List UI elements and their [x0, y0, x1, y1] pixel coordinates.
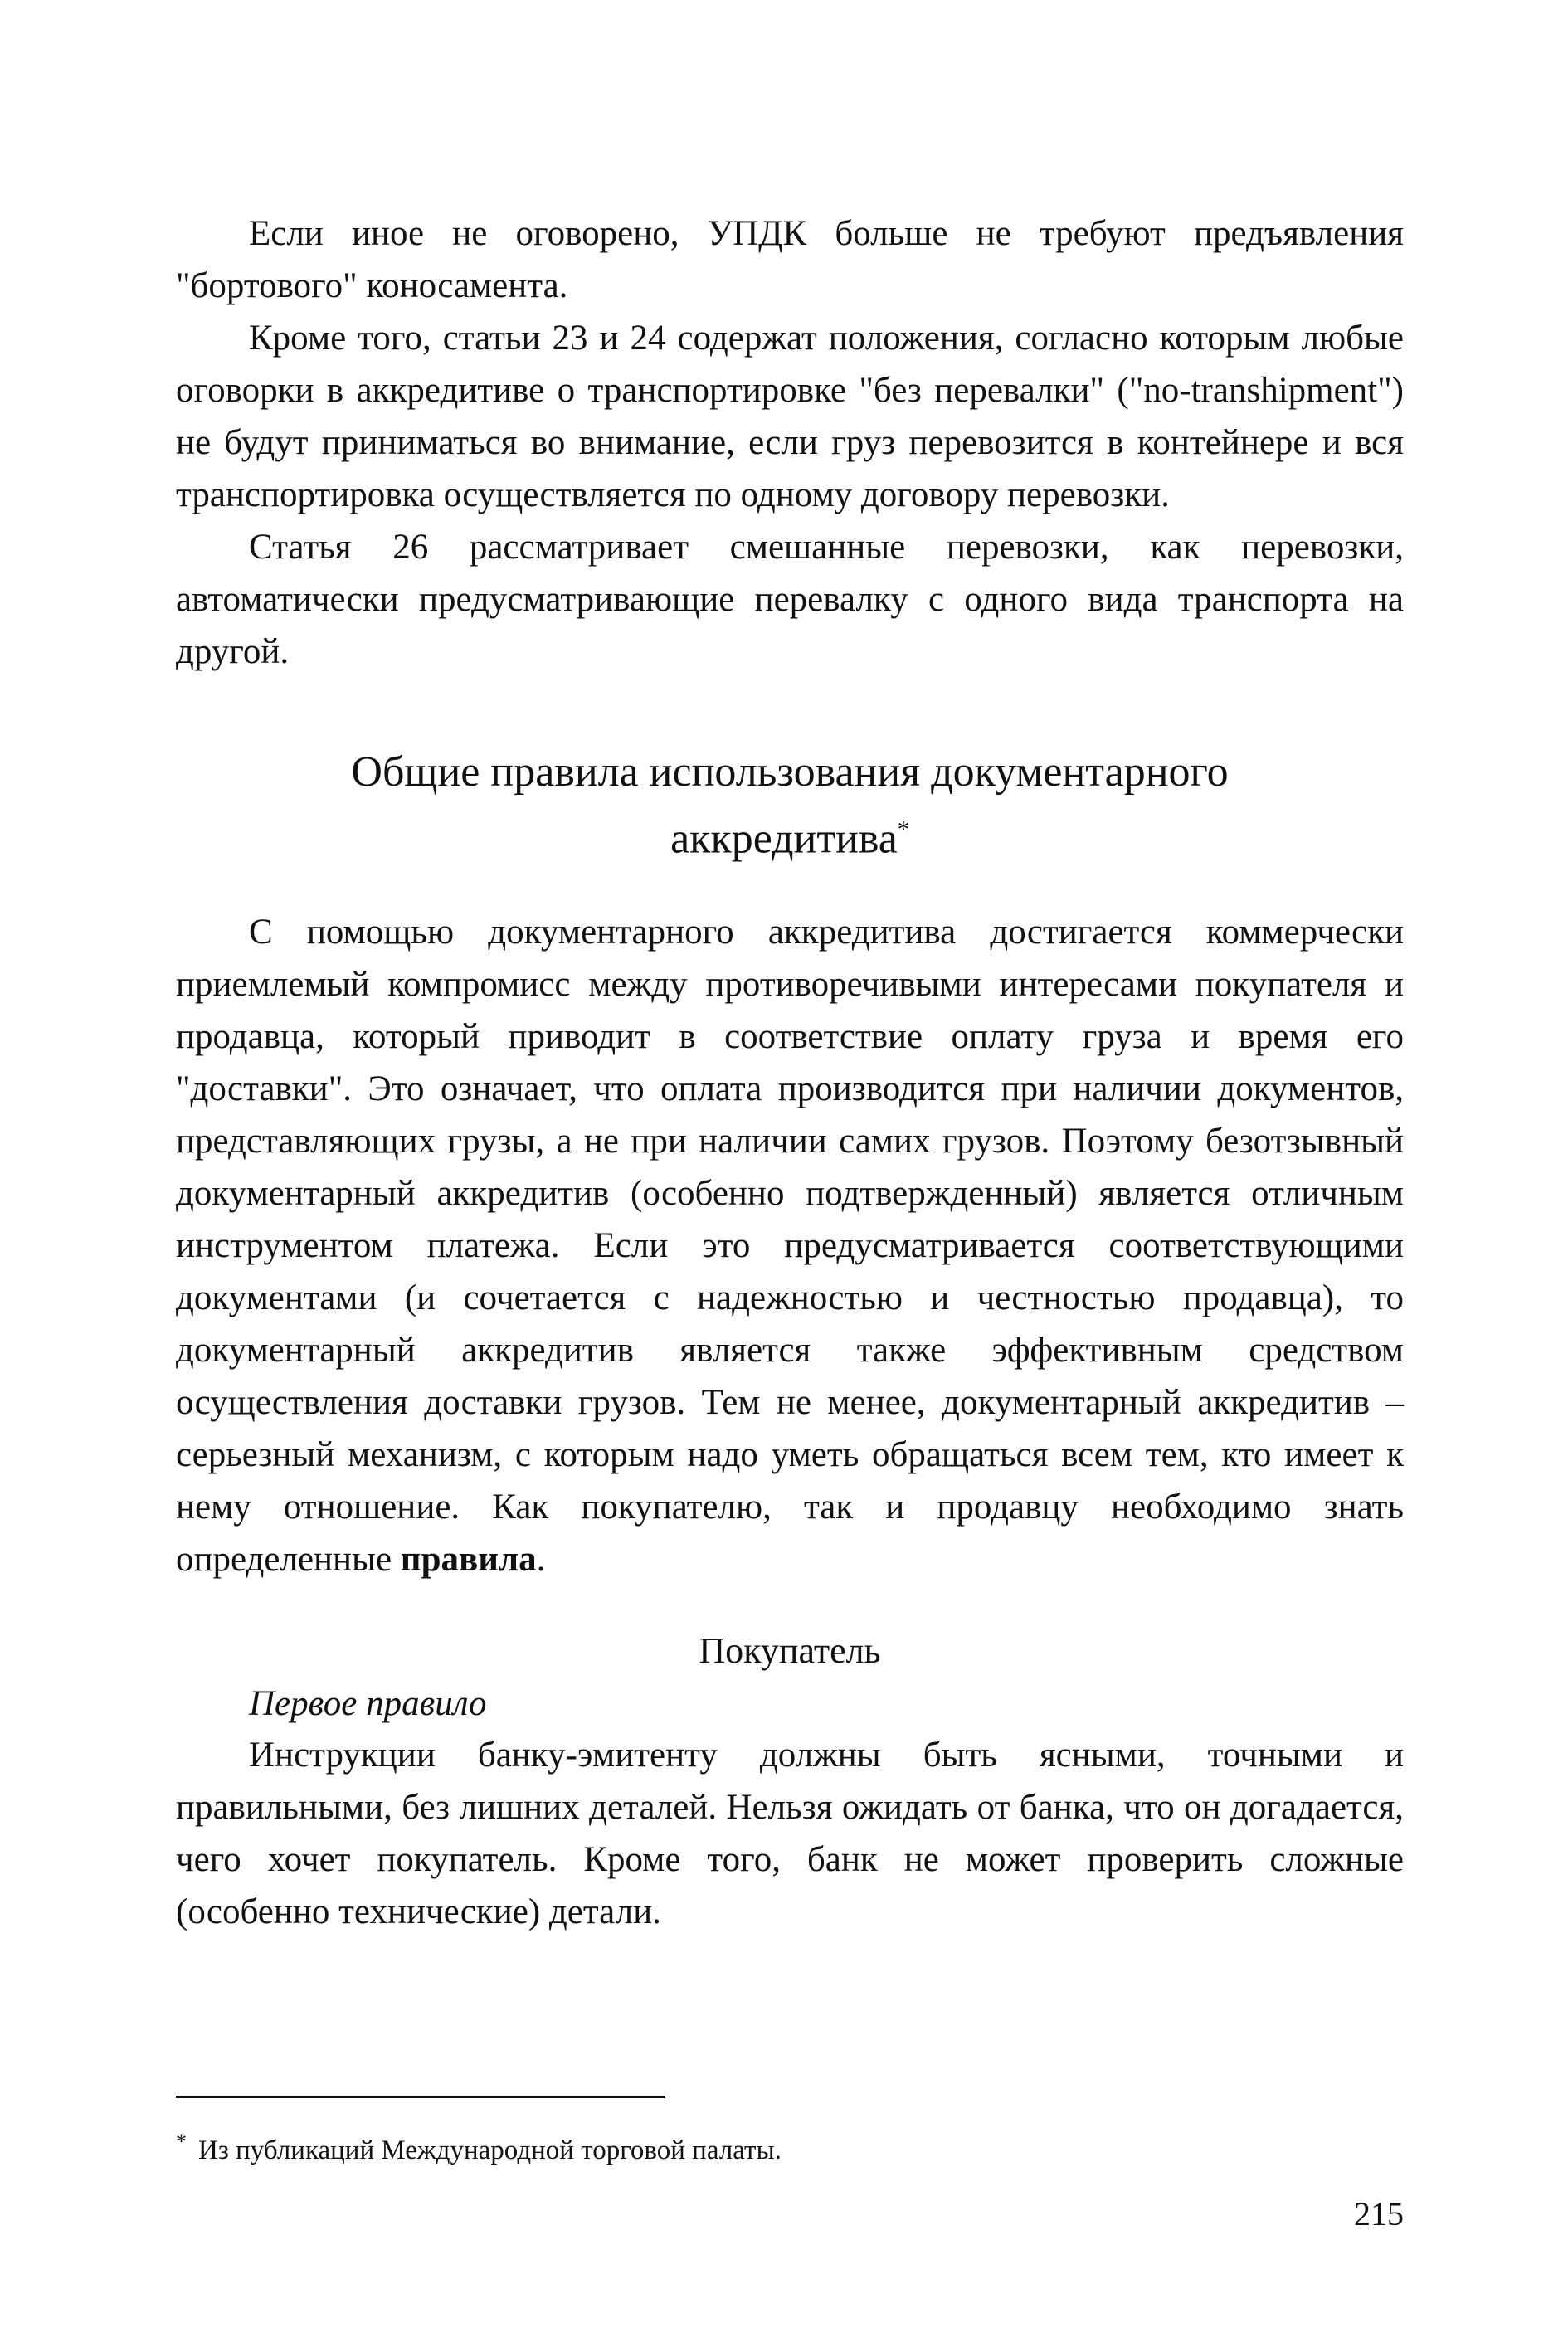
- page-number: 215: [1354, 2195, 1404, 2233]
- paragraph-end: .: [536, 1540, 546, 1579]
- footnote-text: Из публикаций Международной торговой палаты.: [198, 2135, 782, 2165]
- paragraph-first-rule: Инструкции банку-эмитенту должны быть ясными, точными и правильными, без лишних деталей. Нельзя ожидать от банка, что он догадается, чего хочет покупатель. Кроме того, банк не может проверить сложные (особенно технические) детали.: [176, 1736, 1404, 1931]
- footnote-mark: *: [176, 2130, 187, 2154]
- paragraph-documentary-credit: [176, 906, 1404, 1585]
- main-text-block: [176, 906, 1404, 1585]
- section-heading-line1: Общие правила использования документарного: [351, 748, 1229, 796]
- paragraph-article-26: Статья 26 рассматривает смешанные перевозки, как перевозки, автоматически предусматривающие перевалку с одного вида транспорта на другой.: [176, 528, 1404, 671]
- section-heading: [176, 743, 1404, 868]
- rule-title-first: Первое правило: [249, 1684, 487, 1723]
- rule-text-block: [176, 1729, 1404, 1938]
- subsection-heading-buyer: Покупатель: [699, 1630, 881, 1671]
- paragraph-documentary-credit-text: С помощью документарного аккредитива достигается коммерчески приемлемый компромисс между противоречивыми интересами покупателя и продавца, который приводит в соответствие оплату груза и время его "доставки". Это означает, что оплата производится при наличии документов, представляющих грузы, а не при наличии самих грузов. Поэтому безотзывный документарный аккредитив (особенно подтвержденный) является отличным инструментом платежа. Если это предусматривается соответствующими документами (и сочетается с надежностью и честностью продавца), то документарный аккредитив является также эффективным средством осуществления доставки грузов. Тем не менее, документарный аккредитив – серьезный механизм, с которым надо уметь обращаться всем тем, кто имеет к нему отношение. Как покупателю, так и продавцу необходимо знать определенные: [176, 913, 1404, 1579]
- paragraph-transhipment: Кроме того, статьи 23 и 24 содержат положения, согласно которым любые оговорки в аккредитиве о транспортировке "без перевалки" ("no-transhipment") не будут приниматься во внимание, если груз перевозится в контейнере и вся транспортировка осуществляется по одному договору перевозки.: [176, 319, 1404, 514]
- footnote-divider: [176, 2096, 665, 2098]
- footnote: [176, 2124, 782, 2169]
- intro-text-block: [176, 207, 1404, 678]
- paragraph-bill-of-lading: Если иное не оговорено, УПДК больше не требуют предъявления "бортового" коносамента.: [176, 214, 1404, 305]
- section-heading-footnote-mark: *: [897, 817, 909, 843]
- bold-word-rules: правила: [400, 1540, 537, 1579]
- section-heading-line2: аккредитива: [670, 815, 898, 863]
